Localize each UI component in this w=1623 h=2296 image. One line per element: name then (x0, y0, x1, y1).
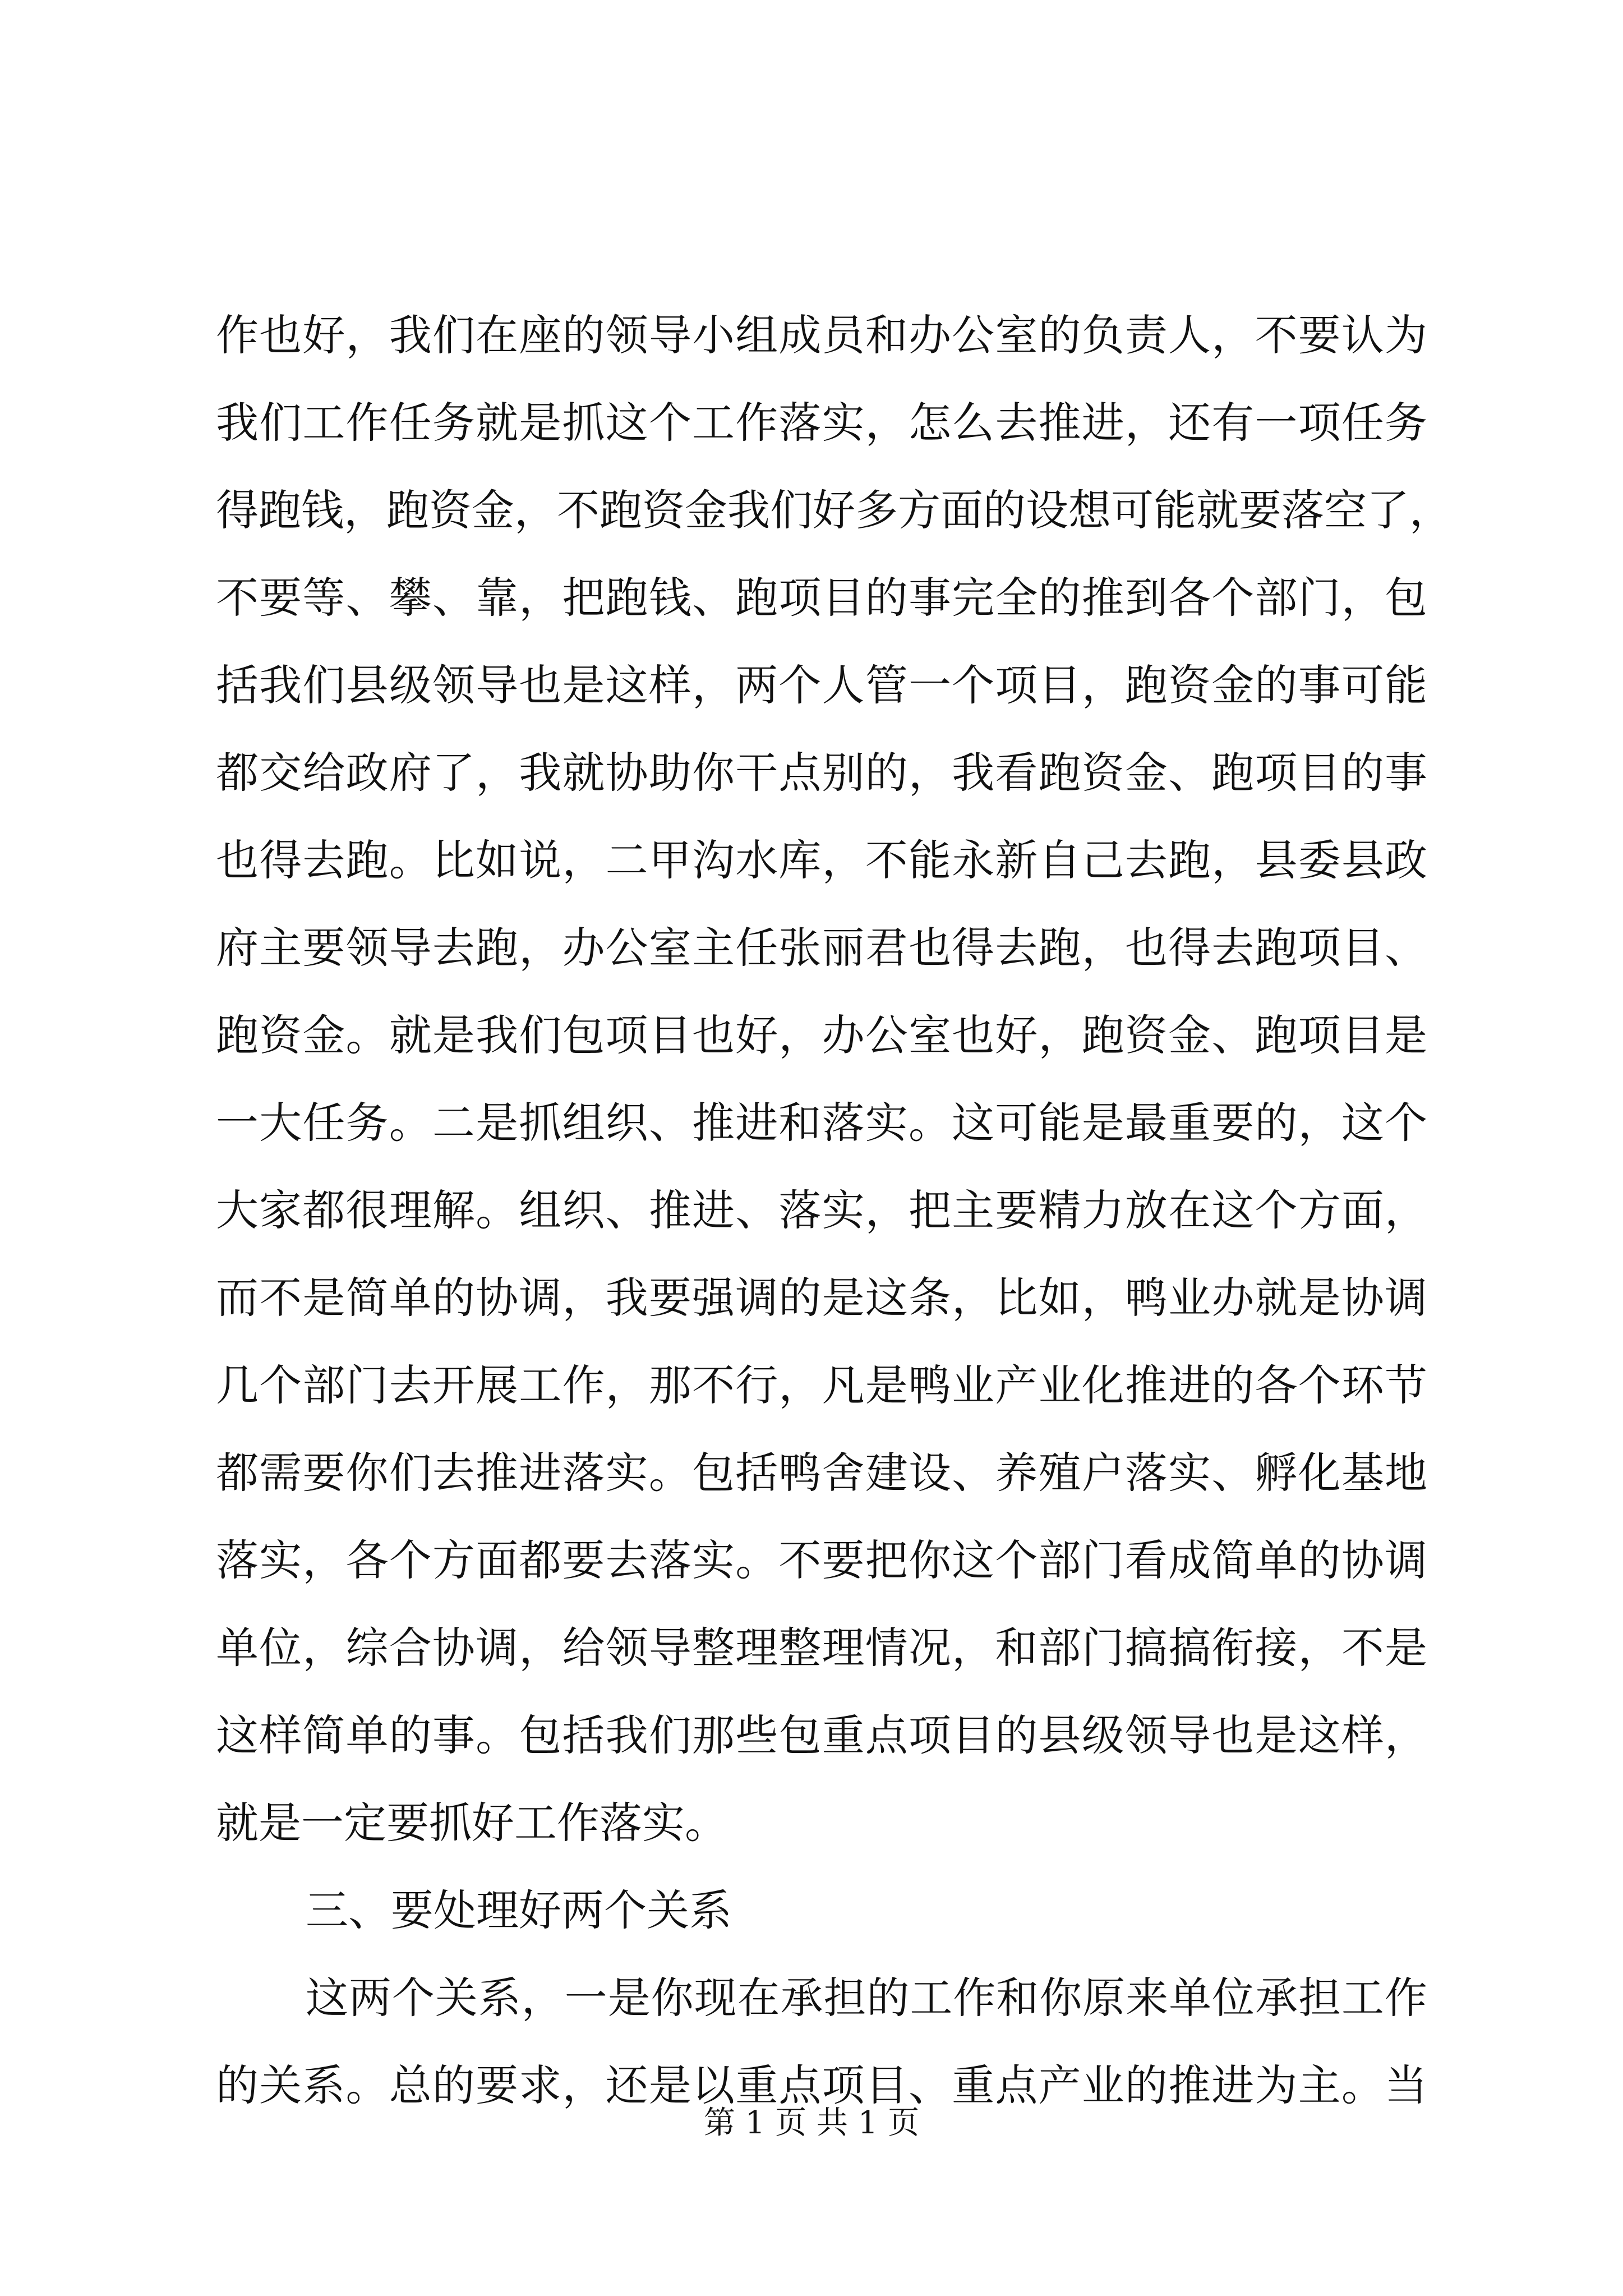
paragraph-line: 单位，综合协调，给领导整理整理情况，和部门搞搞衔接，不是 (216, 1623, 1427, 1673)
paragraph-line: 得跑钱，跑资金，不跑资金我们好多方面的设想可能就要落空了， (216, 485, 1452, 535)
paragraph-line: 就是一定要抓好工作落实。 (216, 1798, 727, 1848)
paragraph-line: 几个部门去开展工作，那不行，凡是鸭业产业化推进的各个环节 (216, 1360, 1427, 1410)
paragraph-line: 落实，各个方面都要去落实。不要把你这个部门看成简单的协调 (216, 1535, 1427, 1585)
section-heading: 三、要处理好两个关系 (306, 1885, 732, 1935)
paragraph-line: 我们工作任务就是抓这个工作落实，怎么去推进，还有一项任务 (216, 398, 1427, 448)
paragraph-line: 大家都很理解。组织、推进、落实，把主要精力放在这个方面， (216, 1185, 1427, 1235)
paragraph-line: 一大任务。二是抓组织、推进和落实。这可能是最重要的，这个 (216, 1098, 1427, 1148)
paragraph-line: 括我们县级领导也是这样，两个人管一个项目，跑资金的事可能 (216, 660, 1427, 710)
paragraph-line: 这两个关系，一是你现在承担的工作和你原来单位承担工作 (306, 1973, 1427, 2023)
paragraph-line: 都交给政府了，我就协助你干点别的，我看跑资金、跑项目的事 (216, 748, 1427, 798)
paragraph-line: 也得去跑。比如说，二甲沟水库，不能永新自己去跑，县委县政 (216, 835, 1427, 885)
paragraph-line: 这样简单的事。包括我们那些包重点项目的县级领导也是这样， (216, 1710, 1427, 1760)
page-footer: 第 1 页 共 1 页 (703, 2105, 920, 2141)
paragraph-line: 的关系。总的要求，还是以重点项目、重点产业的推进为主。当 (216, 2060, 1427, 2110)
paragraph-line: 跑资金。就是我们包项目也好，办公室也好，跑资金、跑项目是 (216, 1010, 1427, 1060)
paragraph-line: 都需要你们去推进落实。包括鸭舍建设、养殖户落实、孵化基地 (216, 1448, 1427, 1498)
paragraph-line: 府主要领导去跑，办公室主任张丽君也得去跑，也得去跑项目、 (216, 923, 1427, 973)
paragraph-line: 不要等、攀、靠，把跑钱、跑项目的事完全的推到各个部门，包 (216, 573, 1427, 623)
paragraph-line: 作也好，我们在座的领导小组成员和办公室的负责人，不要认为 (216, 310, 1427, 360)
paragraph-line: 而不是简单的协调，我要强调的是这条，比如，鸭业办就是协调 (216, 1273, 1427, 1323)
